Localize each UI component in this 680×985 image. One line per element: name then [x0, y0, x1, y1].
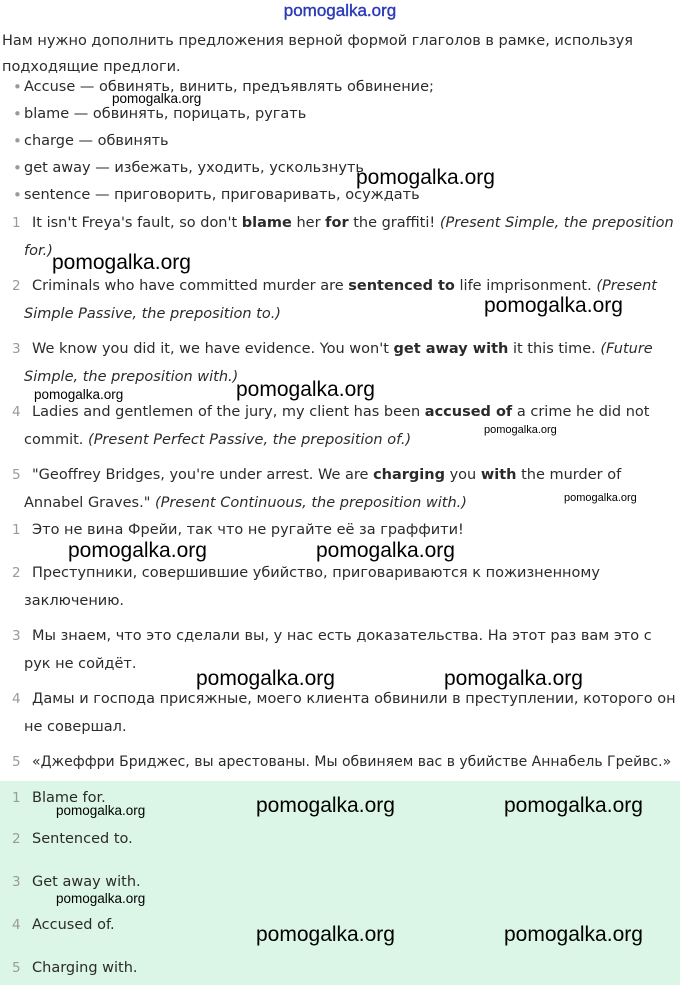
item-number: 1 — [12, 215, 21, 231]
watermark: pomogalka.org — [56, 891, 146, 906]
sentence-text: Criminals who have committed murder are sentenced to life imprisonment. (Present Simple Passive, the preposition to.) — [24, 278, 657, 322]
list-item-text: charge — обвинять — [24, 133, 169, 149]
translation-text: Дамы и господа присяжные, моего клиента обвинили в преступлении, которого он не совершал. — [24, 691, 676, 735]
answer-verb: sentenced to — [348, 278, 455, 294]
item-number: 1 — [12, 790, 21, 806]
translation-item — [0, 748, 680, 776]
answer-text: Accused of. — [32, 917, 115, 933]
answer-verb: get away with — [393, 341, 509, 357]
list-item-text: Accuse — обвинять, винить, предъявлять обвинение; — [24, 79, 434, 95]
watermark: pomogalka.org — [504, 923, 643, 946]
item-number: 2 — [12, 278, 21, 294]
answer-verb: accused of — [424, 404, 513, 420]
translation-text: Это не вина Фрейи, так что не ругайте её за граффити! — [32, 522, 464, 538]
watermark: pomogalka.org — [68, 539, 207, 562]
watermark: pomogalka.org — [484, 294, 623, 317]
answer-preposition: for — [325, 215, 349, 231]
list-item-text: blame — обвинять, порицать, ругать — [24, 106, 307, 122]
translation-text: Преступники, совершившие убийство, приговариваются к пожизненному заключению. — [24, 565, 600, 609]
watermark: pomogalka.org — [316, 539, 455, 562]
watermark: pomogalka.org — [504, 794, 643, 817]
item-number: 4 — [12, 404, 21, 420]
sentence-text: It isn't Freya's fault, so don't blame her for the graffiti! (Present Simple, the preposition for.) — [24, 215, 674, 259]
watermark: pomogalka.org — [52, 251, 191, 274]
answer-text: Charging with. — [32, 960, 138, 976]
list-item-text: sentence — приговорить, приговаривать, осуждать — [24, 187, 420, 203]
translation-text: «Джеффри Бриджес, вы арестованы. Мы обвиняем вас в убийстве Аннабель Грейвс.» — [32, 754, 672, 770]
grammar-note: (Present Simple Passive, the preposition to.) — [24, 278, 657, 322]
watermark: pomogalka.org — [56, 803, 146, 818]
watermark: pomogalka.org — [356, 166, 495, 189]
sentence-item — [0, 398, 680, 454]
item-number: 2 — [12, 565, 21, 581]
answer-text: Get away with. — [32, 874, 141, 890]
answer-text: Sentenced to. — [32, 831, 133, 847]
item-number: 4 — [12, 691, 21, 707]
bullet-marker: • — [13, 132, 22, 150]
answer-item — [0, 825, 680, 853]
watermark: pomogalka.org — [236, 378, 375, 401]
sentence-text: We know you did it, we have evidence. You won't get away with it this time. (Future Simple, the preposition with.) — [24, 341, 653, 385]
answer-preposition: with — [480, 467, 517, 483]
bullet-marker: • — [13, 186, 22, 204]
watermark: pomogalka.org — [444, 667, 583, 690]
sentence-text: "Geoffrey Bridges, you're under arrest. We are charging you with the murder of Annabel Graves." (Present Continuous, the preposition with.) — [24, 467, 622, 511]
translation-text: Мы знаем, что это сделали вы, у нас есть доказательства. На этот раз вам это с рук не сойдёт. — [24, 628, 652, 672]
grammar-note: (Present Perfect Passive, the preposition of.) — [88, 432, 412, 448]
translation-item — [0, 559, 680, 615]
watermark: pomogalka.org — [196, 667, 335, 690]
watermark: pomogalka.org — [256, 794, 395, 817]
item-number: 3 — [12, 341, 21, 357]
watermark: pomogalka.org — [564, 492, 637, 504]
grammar-note: (Present Simple, the preposition for.) — [24, 215, 674, 259]
translation-item — [0, 685, 680, 741]
list-item-text: get away — избежать, уходить, ускользнуть — [24, 160, 364, 176]
answer-text: Blame for. — [32, 790, 106, 806]
answer-verb: charging — [373, 467, 445, 483]
item-number: 3 — [12, 874, 21, 890]
watermark: pomogalka.org — [484, 424, 557, 436]
answer-item — [0, 954, 680, 982]
item-number: 2 — [12, 831, 21, 847]
item-number: 5 — [12, 960, 21, 976]
bullet-marker: • — [13, 105, 22, 123]
item-number: 4 — [12, 917, 21, 933]
watermark: pomogalka.org — [34, 387, 124, 402]
intro-paragraph: Нам нужно дополнить предложения верной формой глаголов в рамке, используя подходящие предлоги. — [2, 33, 634, 75]
top-watermark: pomogalka.org — [283, 1, 397, 20]
grammar-note: (Future Simple, the preposition with.) — [24, 341, 653, 385]
watermark: pomogalka.org — [112, 91, 202, 106]
bullet-marker: • — [13, 159, 22, 177]
item-number: 1 — [12, 522, 21, 538]
item-number: 5 — [12, 754, 21, 770]
sentence-item — [0, 461, 680, 517]
item-number: 5 — [12, 467, 21, 483]
grammar-note: (Present Continuous, the preposition with.) — [154, 495, 467, 511]
bullet-marker: • — [13, 78, 22, 96]
item-number: 3 — [12, 628, 21, 644]
watermark: pomogalka.org — [256, 923, 395, 946]
sentence-text: Ladies and gentlemen of the jury, my client has been accused of a crime he did not commit. (Present Perfect Passive, the preposition of.) — [24, 404, 650, 448]
answer-verb: blame — [241, 215, 292, 231]
